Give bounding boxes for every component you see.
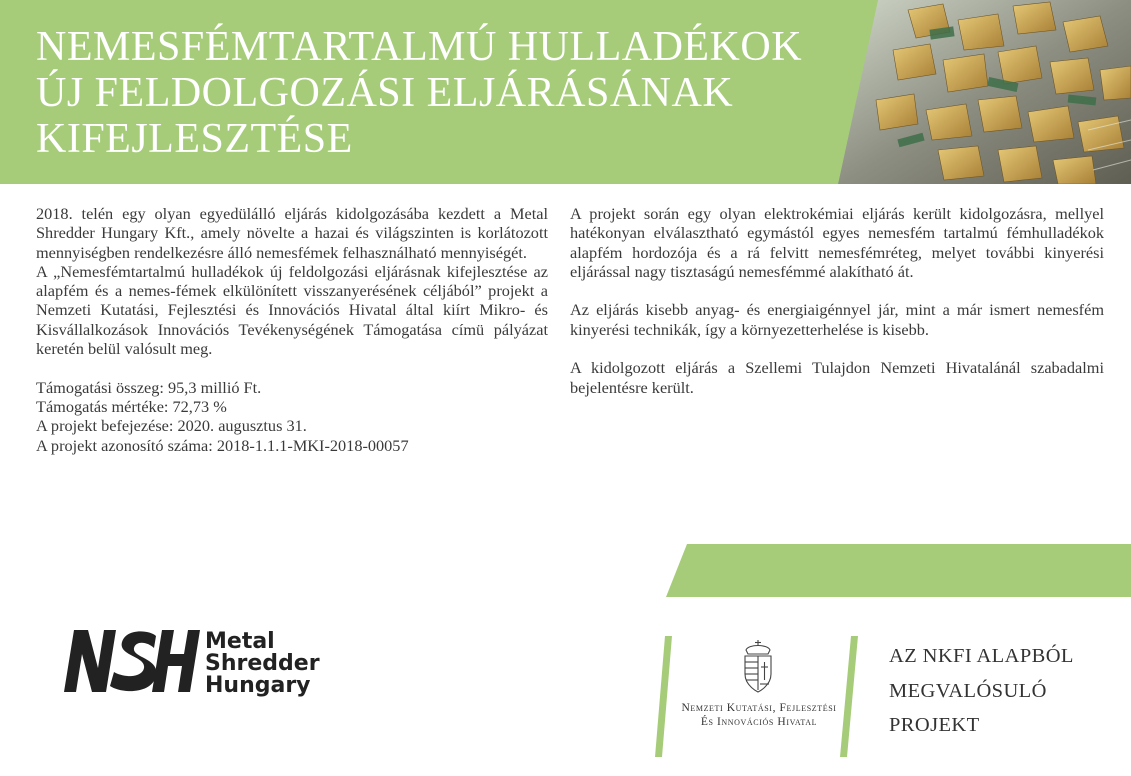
nkfih-name-line-1: Nemzeti Kutatási, Fejlesztési	[681, 702, 837, 714]
info-project-end: A projekt befejezése: 2020. augusztus 31.	[36, 416, 307, 436]
right-paragraph-2: Az eljárás kisebb anyag- és energiaigénnyel jár, mint a már ismert nemesfém kinyerési technikák, így a környezetterhelése is kisebb.	[570, 300, 1104, 339]
info-funding-amount: Támogatási összeg: 95,3 millió Ft.	[36, 377, 262, 397]
page-title-line-1: NEMESFÉMTARTALMÚ HULLADÉKOK	[36, 24, 803, 70]
right-paragraph-3: A kidolgozott eljárás a Szellemi Tulajdon Nemzeti Hivatalánál szabadalmi bejelentésre került.	[570, 358, 1104, 397]
nkfi-claim-line-3: PROJEKT	[889, 714, 980, 736]
left-paragraph-1: 2018. telén egy olyan egyedülálló eljárás kidolgozásába kezdett a Metal Shredder Hungary Kft., amely növelte a hazai és világszinten is korlátozott mennyiségben rendelkezésre álló nemesfémek felhasználható mennyiségét.	[36, 204, 548, 262]
left-column	[36, 204, 548, 455]
logo-word-metal: Metal	[205, 629, 275, 654]
project-info	[36, 378, 548, 455]
right-paragraph-1: A projekt során egy olyan elektrokémiai eljárás került kidolgozásra, mellyel hatékonyan elválasztható egymástól egyes nemesfém tartalmú fémhulladékok alapfém hordozója és a rá felvitt nemesfémréteg, melyet további kinyerési eljárással nagy tisztaságú nemesfémmé alakítható át.	[570, 204, 1104, 281]
left-paragraph-2: A „Nemesfémtartalmú hulladékok új feldolgozási eljárásnak kifejlesztése az alapfém és a nemes-fémek elkülönített visszanyerésének céljából” projekt a Nemzeti Kutatási, Fejlesztési és Innovációs Hivatal által kiírt Mikro- és Kisvállalkozások Innovációs Tevékenységének Támogatása címü pályázat keretén belül valósult meg.	[36, 261, 548, 359]
nkfi-claim-line-1: AZ NKFI ALAPBÓL	[889, 645, 1074, 667]
logo-word-shredder: Shredder	[205, 651, 320, 676]
nsh-mark-icon	[64, 628, 200, 694]
nkfih-name-line-2: És Innovációs Hivatal	[700, 716, 818, 728]
circuit-board-scrap-photo	[838, 0, 1131, 184]
page-title-line-2: ÚJ FELDOLGOZÁSI ELJÁRÁSÁNAK	[36, 70, 734, 116]
nkfi-claim-line-2: MEGVALÓSULÓ	[889, 680, 1047, 702]
metal-shredder-hungary-logo	[64, 628, 200, 699]
page-title-line-3: KIFEJLESZTÉSE	[36, 116, 353, 162]
hungarian-coat-of-arms-icon	[738, 640, 778, 701]
logo-word-hungary: Hungary	[205, 673, 311, 698]
info-funding-rate: Támogatás mértéke: 72,73 %	[36, 396, 227, 416]
right-column	[570, 204, 1104, 397]
info-project-id: A projekt azonosító száma: 2018-1.1.1-MKI-2018-00057	[36, 435, 409, 455]
